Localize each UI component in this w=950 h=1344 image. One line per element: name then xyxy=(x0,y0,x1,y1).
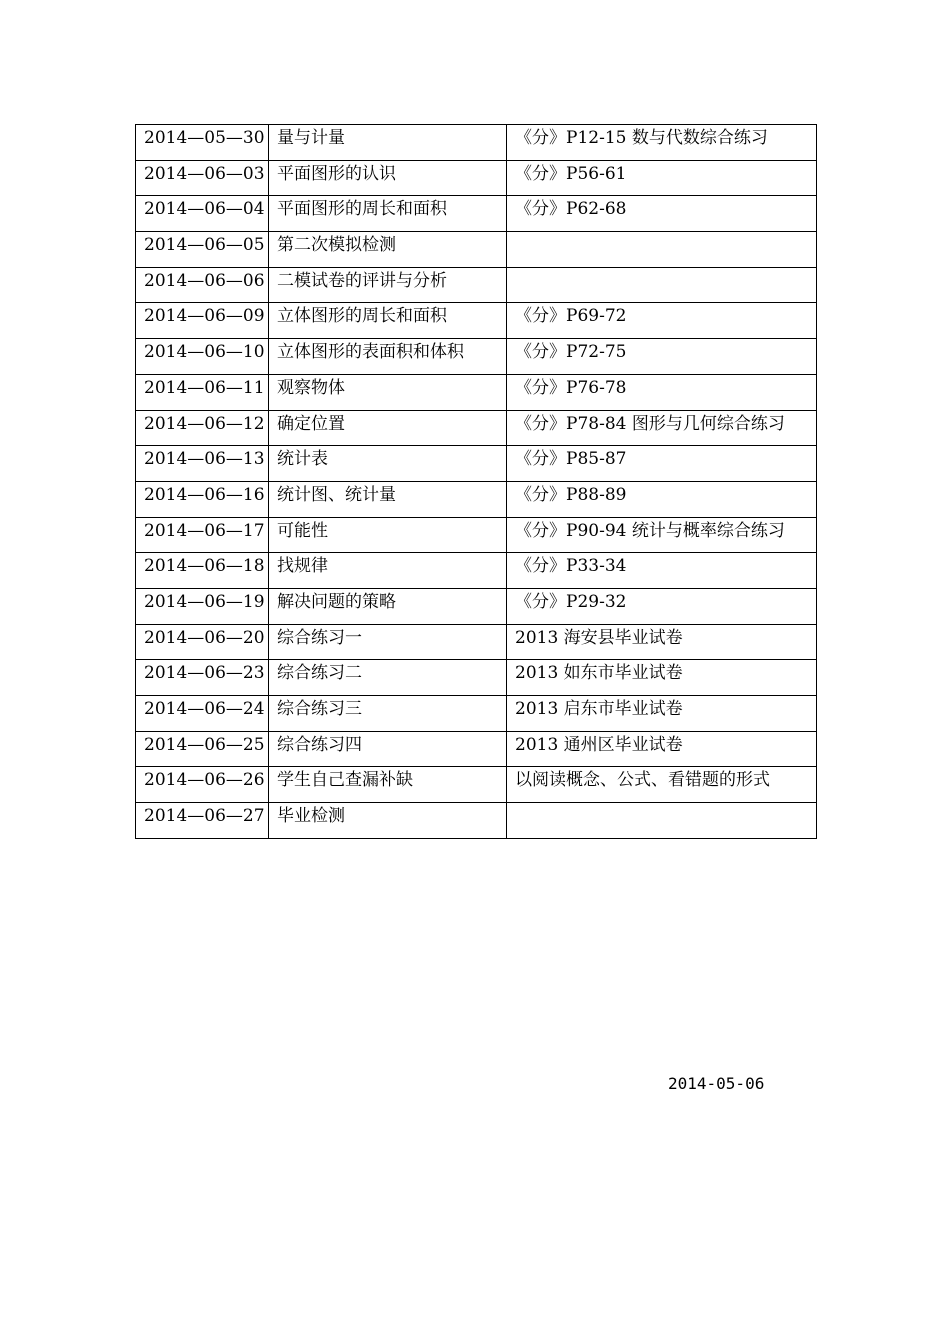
material-cell: 《分》P78-84 图形与几何综合练习 xyxy=(507,410,817,446)
topic-cell: 综合练习三 xyxy=(269,696,507,732)
table-row xyxy=(136,803,817,839)
schedule-body xyxy=(136,125,817,839)
date-cell: 2014—06—20 xyxy=(136,624,269,660)
material-cell: 2013 通州区毕业试卷 xyxy=(507,731,817,767)
date-cell: 2014—06—05 xyxy=(136,232,269,268)
table-row xyxy=(136,767,817,803)
material-cell xyxy=(507,267,817,303)
topic-cell: 观察物体 xyxy=(269,374,507,410)
table-row xyxy=(136,517,817,553)
date-cell: 2014—06—09 xyxy=(136,303,269,339)
material-cell: 《分》P12-15 数与代数综合练习 xyxy=(507,125,817,161)
date-cell: 2014—06—17 xyxy=(136,517,269,553)
date-cell: 2014—06—18 xyxy=(136,553,269,589)
date-cell: 2014—06—27 xyxy=(136,803,269,839)
topic-cell: 立体图形的表面积和体积 xyxy=(269,339,507,375)
date-cell: 2014—05—30 xyxy=(136,125,269,161)
material-cell: 2013 海安县毕业试卷 xyxy=(507,624,817,660)
table-row xyxy=(136,446,817,482)
topic-cell: 综合练习四 xyxy=(269,731,507,767)
topic-cell: 量与计量 xyxy=(269,125,507,161)
table-row xyxy=(136,731,817,767)
schedule-table xyxy=(135,124,817,839)
topic-cell: 平面图形的认识 xyxy=(269,160,507,196)
topic-cell: 统计图、统计量 xyxy=(269,481,507,517)
material-cell: 《分》P69-72 xyxy=(507,303,817,339)
material-cell: 2013 如东市毕业试卷 xyxy=(507,660,817,696)
table-row xyxy=(136,125,817,161)
material-cell: 以阅读概念、公式、看错题的形式 xyxy=(507,767,817,803)
date-cell: 2014—06—26 xyxy=(136,767,269,803)
material-cell: 《分》P29-32 xyxy=(507,588,817,624)
table-row xyxy=(136,160,817,196)
date-cell: 2014—06—04 xyxy=(136,196,269,232)
material-cell: 《分》P85-87 xyxy=(507,446,817,482)
table-row xyxy=(136,410,817,446)
material-cell: 《分》P72-75 xyxy=(507,339,817,375)
topic-cell: 第二次模拟检测 xyxy=(269,232,507,268)
table-row xyxy=(136,303,817,339)
material-cell xyxy=(507,232,817,268)
table-row xyxy=(136,660,817,696)
table-row xyxy=(136,374,817,410)
date-cell: 2014—06—19 xyxy=(136,588,269,624)
document-date: 2014-05-06 xyxy=(668,1074,765,1093)
topic-cell: 综合练习二 xyxy=(269,660,507,696)
material-cell: 2013 启东市毕业试卷 xyxy=(507,696,817,732)
date-cell: 2014—06—25 xyxy=(136,731,269,767)
topic-cell: 解决问题的策略 xyxy=(269,588,507,624)
material-cell: 《分》P56-61 xyxy=(507,160,817,196)
date-cell: 2014—06—23 xyxy=(136,660,269,696)
table-row xyxy=(136,624,817,660)
material-cell: 《分》P62-68 xyxy=(507,196,817,232)
topic-cell: 可能性 xyxy=(269,517,507,553)
table-row xyxy=(136,267,817,303)
date-cell: 2014—06—06 xyxy=(136,267,269,303)
topic-cell: 统计表 xyxy=(269,446,507,482)
topic-cell: 毕业检测 xyxy=(269,803,507,839)
material-cell: 《分》P76-78 xyxy=(507,374,817,410)
material-cell xyxy=(507,803,817,839)
topic-cell: 立体图形的周长和面积 xyxy=(269,303,507,339)
topic-cell: 找规律 xyxy=(269,553,507,589)
table-row xyxy=(136,196,817,232)
topic-cell: 综合练习一 xyxy=(269,624,507,660)
material-cell: 《分》P33-34 xyxy=(507,553,817,589)
date-cell: 2014—06—24 xyxy=(136,696,269,732)
table-row xyxy=(136,553,817,589)
table-row xyxy=(136,696,817,732)
topic-cell: 学生自己查漏补缺 xyxy=(269,767,507,803)
table-row xyxy=(136,588,817,624)
topic-cell: 平面图形的周长和面积 xyxy=(269,196,507,232)
date-cell: 2014—06—12 xyxy=(136,410,269,446)
date-cell: 2014—06—13 xyxy=(136,446,269,482)
material-cell: 《分》P90-94 统计与概率综合练习 xyxy=(507,517,817,553)
topic-cell: 确定位置 xyxy=(269,410,507,446)
date-cell: 2014—06—10 xyxy=(136,339,269,375)
table-row xyxy=(136,481,817,517)
date-cell: 2014—06—11 xyxy=(136,374,269,410)
material-cell: 《分》P88-89 xyxy=(507,481,817,517)
table-row xyxy=(136,339,817,375)
date-cell: 2014—06—03 xyxy=(136,160,269,196)
topic-cell: 二模试卷的评讲与分析 xyxy=(269,267,507,303)
table-row xyxy=(136,232,817,268)
date-cell: 2014—06—16 xyxy=(136,481,269,517)
